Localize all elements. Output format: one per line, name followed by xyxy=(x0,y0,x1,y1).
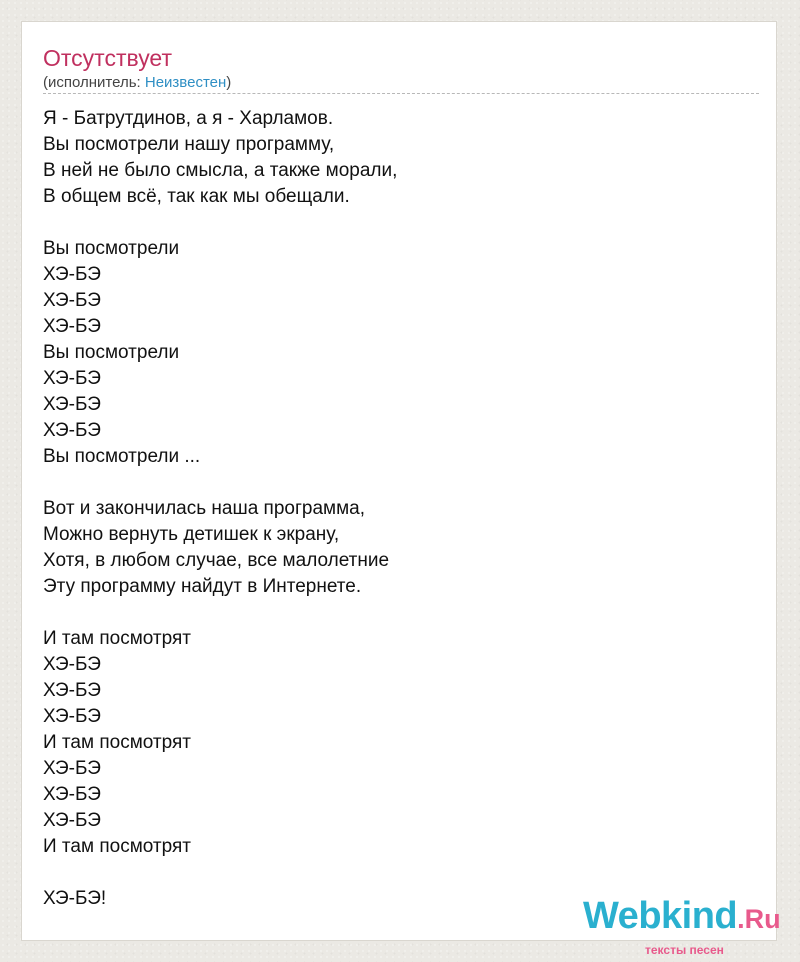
lyrics-text xyxy=(43,106,743,912)
lyrics-card xyxy=(21,21,781,957)
lyric-line: Вот и закончилась наша программа, xyxy=(43,498,366,519)
lyric-stanza-break xyxy=(43,210,743,236)
lyric-line: Вы посмотрели ... xyxy=(43,446,201,467)
lyric-line: ХЭ-БЭ xyxy=(43,290,101,311)
lyric-stanza-break xyxy=(43,470,743,496)
artist-suffix: ) xyxy=(226,74,232,91)
lyric-line: Вы посмотрели нашу программу, xyxy=(43,134,335,155)
lyric-stanza-break xyxy=(43,860,743,886)
lyric-stanza-break xyxy=(43,600,743,626)
lyric-line: Эту программу найдут в Интернете. xyxy=(43,576,362,597)
logo-wordmark xyxy=(583,894,781,941)
lyric-line: ХЭ-БЭ xyxy=(43,784,101,805)
lyric-line: ХЭ-БЭ xyxy=(43,706,101,727)
song-title: Отсутствует xyxy=(43,45,172,71)
logo-tagline: тексты песен xyxy=(645,943,724,957)
lyric-line: ХЭ-БЭ xyxy=(43,810,101,831)
lyric-line: Я - Батрутдинов, а я - Харламов. xyxy=(43,108,334,129)
logo-suffix-text: .Ru xyxy=(737,904,781,934)
lyric-line: ХЭ-БЭ xyxy=(43,654,101,675)
dashed-divider xyxy=(43,93,759,94)
lyric-line: И там посмотрят xyxy=(43,836,191,857)
artist-line xyxy=(43,73,231,93)
lyric-line: Вы посмотрели xyxy=(43,238,180,259)
site-logo[interactable] xyxy=(583,894,783,957)
artist-link[interactable]: Неизвестен xyxy=(144,74,227,91)
lyric-line: Вы посмотрели xyxy=(43,342,180,363)
lyric-line: ХЭ-БЭ xyxy=(43,680,101,701)
lyric-line: В ней не было смысла, а также морали, xyxy=(43,160,398,181)
lyric-line: ХЭ-БЭ xyxy=(43,420,101,441)
lyric-line: ХЭ-БЭ xyxy=(43,264,101,285)
lyric-line: Можно вернуть детишек к экрану, xyxy=(43,524,340,545)
lyric-line: ХЭ-БЭ xyxy=(43,394,101,415)
lyric-line: ХЭ-БЭ xyxy=(43,316,101,337)
lyric-line: И там посмотрят xyxy=(43,732,191,753)
lyric-line: И там посмотрят xyxy=(43,628,191,649)
logo-main-text: Webkind xyxy=(583,895,738,937)
lyric-line: ХЭ-БЭ! xyxy=(43,888,107,909)
lyric-line: Хотя, в любом случае, все малолетние xyxy=(43,550,390,571)
lyric-line: ХЭ-БЭ xyxy=(43,368,101,389)
lyric-line: В общем всё, так как мы обещали. xyxy=(43,186,350,207)
lyric-line: ХЭ-БЭ xyxy=(43,758,101,779)
artist-prefix: (исполнитель: xyxy=(43,74,145,91)
